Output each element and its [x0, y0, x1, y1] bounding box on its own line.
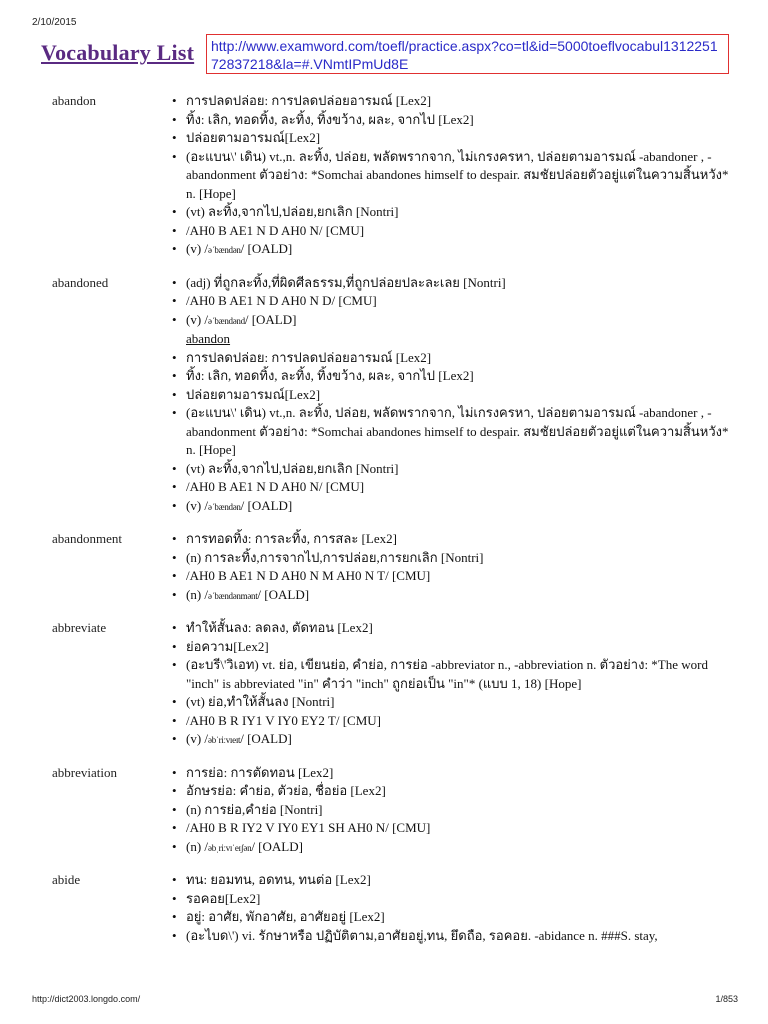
- definition-text: /AH0 B AE1 N D AH0 N/ [CMU]: [186, 222, 365, 238]
- definition-text: (n) /: [186, 838, 209, 854]
- definition-item: [172, 530, 732, 549]
- definition-item: [172, 460, 732, 479]
- cross-reference-link[interactable]: abandon: [186, 331, 231, 346]
- definition-text: ปล่อยตามอารมณ์[Lex2]: [186, 130, 321, 145]
- footer-page-number: 1/853: [715, 994, 738, 1004]
- definition-text: (อะบรี\'วิเอท) vt. ย่อ, เขียนย่อ, คำย่อ, การย่อ -abbreviator n., -abbreviation n. ตัวอย่าง: *The word "inch" is abbreviated "in" คำว่า "inch" ถูกย่อเป็น "in"* (แบบ 1, 18) [Hope]: [186, 657, 708, 691]
- definition-list: [172, 92, 732, 260]
- entry-word: abbreviation: [52, 764, 117, 780]
- vocabulary-entries: [0, 92, 768, 959]
- definition-item: [172, 619, 732, 638]
- entry-word: abide: [52, 872, 81, 887]
- definition-item: [172, 311, 732, 331]
- definition-text: ทิ้ง: เลิก, ทอดทิ้ง, ละทิ้ง, ทิ้งขว้าง, ผละ, จากไป [Lex2]: [186, 111, 474, 127]
- definition-item: [172, 927, 732, 946]
- page-title[interactable]: Vocabulary List: [41, 40, 195, 65]
- definition-item: [172, 838, 732, 858]
- definition-item: [172, 819, 732, 838]
- definition-text: (อะไบด\') vi. รักษาหรือ ปฏิบัติตาม,อาศัยอยู่,ทน, ยึดถือ, รอคอย. -abidance n. ###S. stay,: [186, 927, 658, 943]
- definition-source: / [OALD]: [240, 731, 292, 746]
- definition-item: [172, 656, 732, 693]
- definition-list: [172, 530, 732, 605]
- definition-text: การปลดปล่อย: การปลดปล่อยอารมณ์ [Lex2]: [186, 349, 432, 365]
- definition-text: /AH0 B AE1 N D AH0 N M AH0 N T/ [CMU]: [186, 568, 431, 583]
- definition-text: (v) /: [186, 311, 209, 327]
- definition-item: [172, 782, 732, 801]
- definition-text: (vt) ละทิ้ง,จากไป,ปล่อย,ยกเลิก [Nontri]: [186, 460, 399, 476]
- definition-text: ทน: ยอมทน, อดทน, ทนต่อ [Lex2]: [186, 872, 371, 887]
- print-date: 2/10/2015: [32, 17, 77, 28]
- pronunciation: əbˌriːvɪˈeɪʃən: [208, 842, 252, 853]
- pronunciation: əˈbændənmənt: [208, 590, 258, 601]
- definition-text: (n) การย่อ,คำย่อ [Nontri]: [186, 801, 323, 817]
- footer-source-url[interactable]: http://dict2003.longdo.com/: [32, 994, 141, 1004]
- definition-item: [172, 386, 732, 405]
- definition-list: [172, 764, 732, 858]
- definition-list: [172, 274, 732, 517]
- definition-item: [172, 367, 732, 386]
- definition-text: (อะแบน\' เดิน) vt.,n. ละทิ้ง, ปล่อย, พลัดพรากจาก, ไม่เกรงครหา, ปล่อยตามอารมณ์ -abandoner , -abandonment ตัวอย่าง: *Somchai abandones himself to despair. สมชัยปล่อยตัวอยู่แต่ในความสิ้นหวัง* n. [Hope]: [186, 148, 729, 201]
- definition-item: [172, 111, 732, 130]
- definition-text: /AH0 B R IY2 V IY0 EY1 SH AH0 N/ [CMU]: [186, 820, 431, 835]
- definition-item: [172, 222, 732, 241]
- vocab-entry: [0, 92, 768, 260]
- definition-item: [172, 478, 732, 497]
- definition-item: [172, 712, 732, 731]
- definition-text: (n) การละทิ้ง,การจากไป,การปล่อย,การยกเลิก [Nontri]: [186, 549, 484, 565]
- definition-item: [172, 549, 732, 568]
- definition-item: [172, 764, 732, 783]
- definition-item: [172, 497, 732, 517]
- definition-text: (n) /: [186, 586, 209, 602]
- definition-item: [172, 890, 732, 909]
- pronunciation: əˈbændən: [208, 501, 241, 512]
- definition-item: [172, 349, 732, 368]
- definition-text: อยู่: อาศัย, พักอาศัย, อาศัยอยู่ [Lex2]: [186, 909, 385, 924]
- entry-word: abandon: [52, 93, 97, 108]
- definition-item: [172, 871, 732, 890]
- definition-text: การปลดปล่อย: การปลดปล่อยอารมณ์ [Lex2]: [186, 93, 432, 108]
- vocab-entry: [0, 530, 768, 605]
- vocab-entry: [0, 619, 768, 750]
- definition-item: [172, 730, 732, 750]
- definition-item: [172, 129, 732, 148]
- vocab-entry: [0, 274, 768, 517]
- definition-item: [172, 693, 732, 712]
- definition-source: / [OALD]: [240, 241, 293, 256]
- entry-word: abandonment: [52, 531, 123, 546]
- definition-text: การย่อ: การตัดทอน [Lex2]: [186, 764, 334, 780]
- pronunciation: əˈbændən: [208, 245, 241, 255]
- definition-item: [172, 638, 732, 657]
- definition-text: ทำให้สั้นลง: ลดลง, ตัดทอน [Lex2]: [186, 620, 373, 635]
- definition-text: /AH0 B R IY1 V IY0 EY2 T/ [CMU]: [186, 712, 382, 728]
- definition-item: [172, 92, 732, 111]
- definition-item: [172, 586, 732, 606]
- definition-text: (v) /: [186, 497, 209, 513]
- definition-item: [172, 404, 732, 460]
- definition-item: [172, 240, 732, 260]
- definition-text: (v) /: [186, 241, 209, 256]
- definition-item: [172, 801, 732, 820]
- definition-text: ปล่อยตามอารมณ์[Lex2]: [186, 386, 321, 402]
- definition-source: / [OALD]: [257, 586, 310, 602]
- definition-text: (อะแบน\' เดิน) vt.,n. ละทิ้ง, ปล่อย, พลัดพรากจาก, ไม่เกรงครหา, ปล่อยตามอารมณ์ -abandoner , -abandonment ตัวอย่าง: *Somchai abandones himself to despair. สมชัยปล่อยตัวอยู่แต่ในความสิ้นหวัง* n. [Hope]: [186, 405, 729, 457]
- definition-item: [172, 567, 732, 586]
- vocab-entry: [0, 871, 768, 945]
- definition-text: ทิ้ง: เลิก, ทอดทิ้ง, ละทิ้ง, ทิ้งขว้าง, ผละ, จากไป [Lex2]: [186, 368, 474, 383]
- definition-source: / [OALD]: [244, 311, 297, 327]
- definition-text: (vt) ละทิ้ง,จากไป,ปล่อย,ยกเลิก [Nontri]: [186, 204, 399, 219]
- definition-source: / [OALD]: [240, 497, 293, 513]
- entry-word: abbreviate: [52, 620, 107, 635]
- cross-reference: [172, 330, 732, 349]
- entry-word: abandoned: [52, 274, 109, 290]
- definition-text: (v) /: [186, 731, 209, 746]
- definition-text: /AH0 B AE1 N D AH0 N D/ [CMU]: [186, 293, 377, 308]
- vocab-entry: [0, 764, 768, 858]
- definition-item: [172, 203, 732, 222]
- source-url-box[interactable]: http://www.examword.com/toefl/practice.aspx?co=tl&id=5000toeflvocabul131225172837218&la=#.VNmtIPmUd8E: [206, 34, 729, 74]
- pronunciation: əˈbændənd: [208, 315, 245, 326]
- definition-text: ย่อความ[Lex2]: [186, 638, 269, 654]
- definition-item: [172, 908, 732, 927]
- definition-item: [172, 274, 732, 293]
- definition-text: (adj) ที่ถูกละทิ้ง,ที่ผิดศีลธรรม,ที่ถูกปล่อยปละละเลย [Nontri]: [186, 274, 506, 290]
- definition-list: [172, 619, 732, 750]
- definition-item: [172, 148, 732, 204]
- pronunciation: əbˈriːvɪeɪt: [208, 735, 241, 745]
- definition-item: [172, 292, 732, 311]
- definition-list: [172, 871, 732, 945]
- definition-text: /AH0 B AE1 N D AH0 N/ [CMU]: [186, 479, 365, 494]
- definition-text: (vt) ย่อ,ทำให้สั้นลง [Nontri]: [186, 694, 335, 709]
- definition-text: รอคอย[Lex2]: [186, 890, 261, 906]
- definition-text: การทอดทิ้ง: การละทิ้ง, การสละ [Lex2]: [186, 531, 397, 546]
- definition-source: / [OALD]: [251, 838, 303, 854]
- definition-text: อักษรย่อ: คำย่อ, ตัวย่อ, ชื่อย่อ [Lex2]: [186, 783, 386, 798]
